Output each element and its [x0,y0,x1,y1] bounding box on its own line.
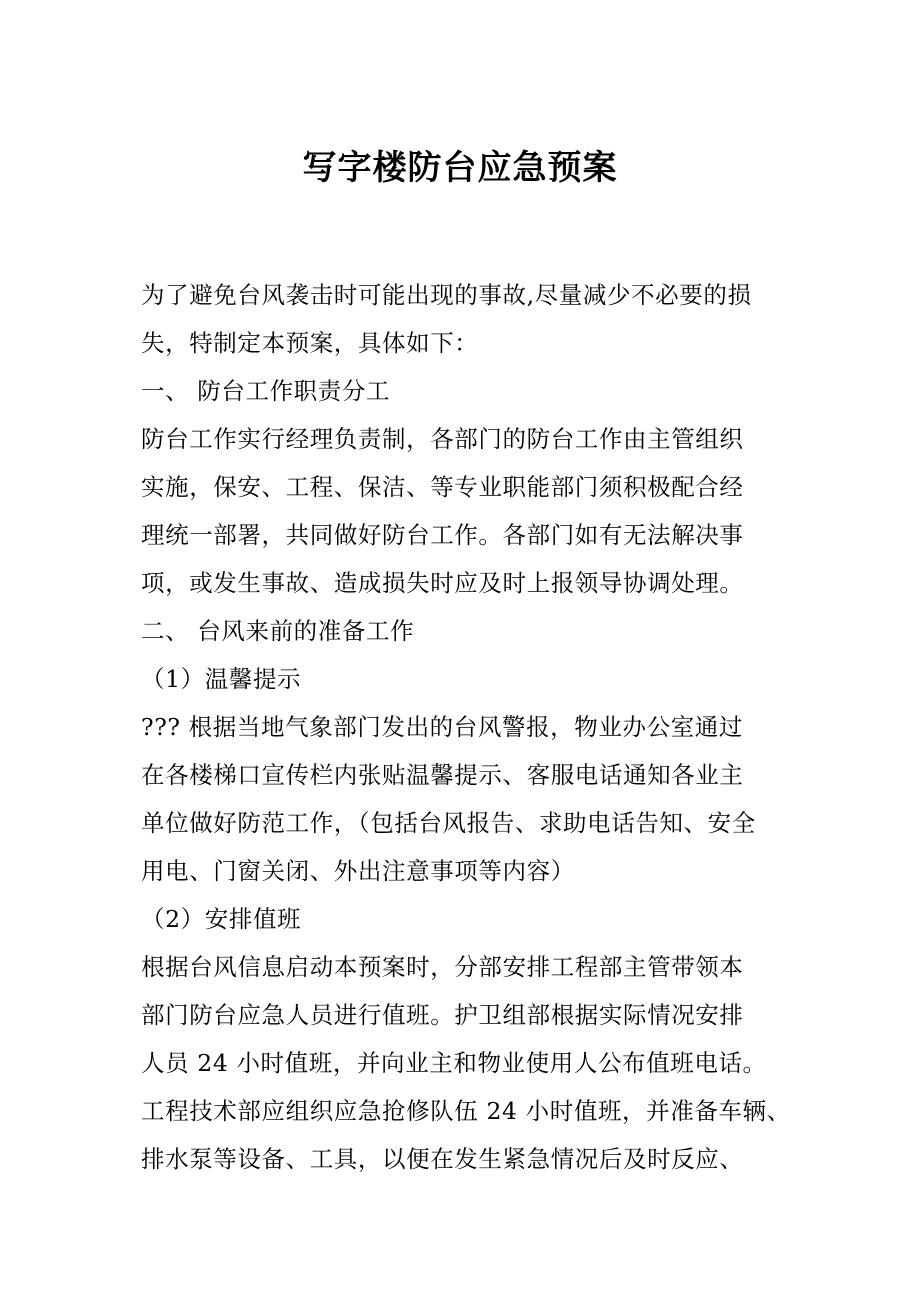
body-text-line: 实施，保安、工程、保洁、等专业职能部门须积极配合经 [141,473,744,501]
document-title: 写字楼防台应急预案 [302,148,618,188]
body-text-line: 单位做好防范工作，（包括台风报告、求助电话告知、安全 [141,809,756,837]
body-text-line: 理统一部署，共同做好防台工作。各部门如有无法解决事 [141,521,744,549]
body-text-line: 工程技术部应组织应急抢修队伍 24 小时值班，并准备车辆、 [141,1097,791,1125]
body-text-line: 在各楼梯口宣传栏内张贴温馨提示、客服电话通知各业主 [141,761,744,789]
section-heading: 二、 台风来前的准备工作 [141,617,415,645]
body-text-line: 项，或发生事故、造成损失时应及时上报领导协调处理。 [141,569,744,597]
body-text-line: 防台工作实行经理负责制，各部门的防台工作由主管组织 [141,425,744,453]
section-heading: 一、 防台工作职责分工 [141,377,391,405]
body-text-line: 排水泵等设备、工具，以便在发生紧急情况后及时反应、 [141,1145,744,1173]
body-text-line: 为了避免台风袭击时可能出现的事故,尽量减少不必要的损 [141,281,752,309]
body-text-line: ??? 根据当地气象部门发出的台风警报，物业办公室通过 [141,713,743,741]
body-text-line: 人员 24 小时值班，并向业主和物业使用人公布值班电话。 [141,1049,767,1077]
body-text-line: 部门防台应急人员进行值班。护卫组部根据实际情况安排 [141,1001,744,1029]
body-text-line: 根据台风信息启动本预案时，分部安排工程部主管带领本 [141,953,744,981]
body-text-line: 失，特制定本预案，具体如下： [141,329,479,357]
subsection-heading: （2）安排值班 [141,905,302,933]
body-text-line: 用电、门窗关闭、外出注意事项等内容） [141,857,575,885]
subsection-heading: （1）温馨提示 [141,665,302,693]
